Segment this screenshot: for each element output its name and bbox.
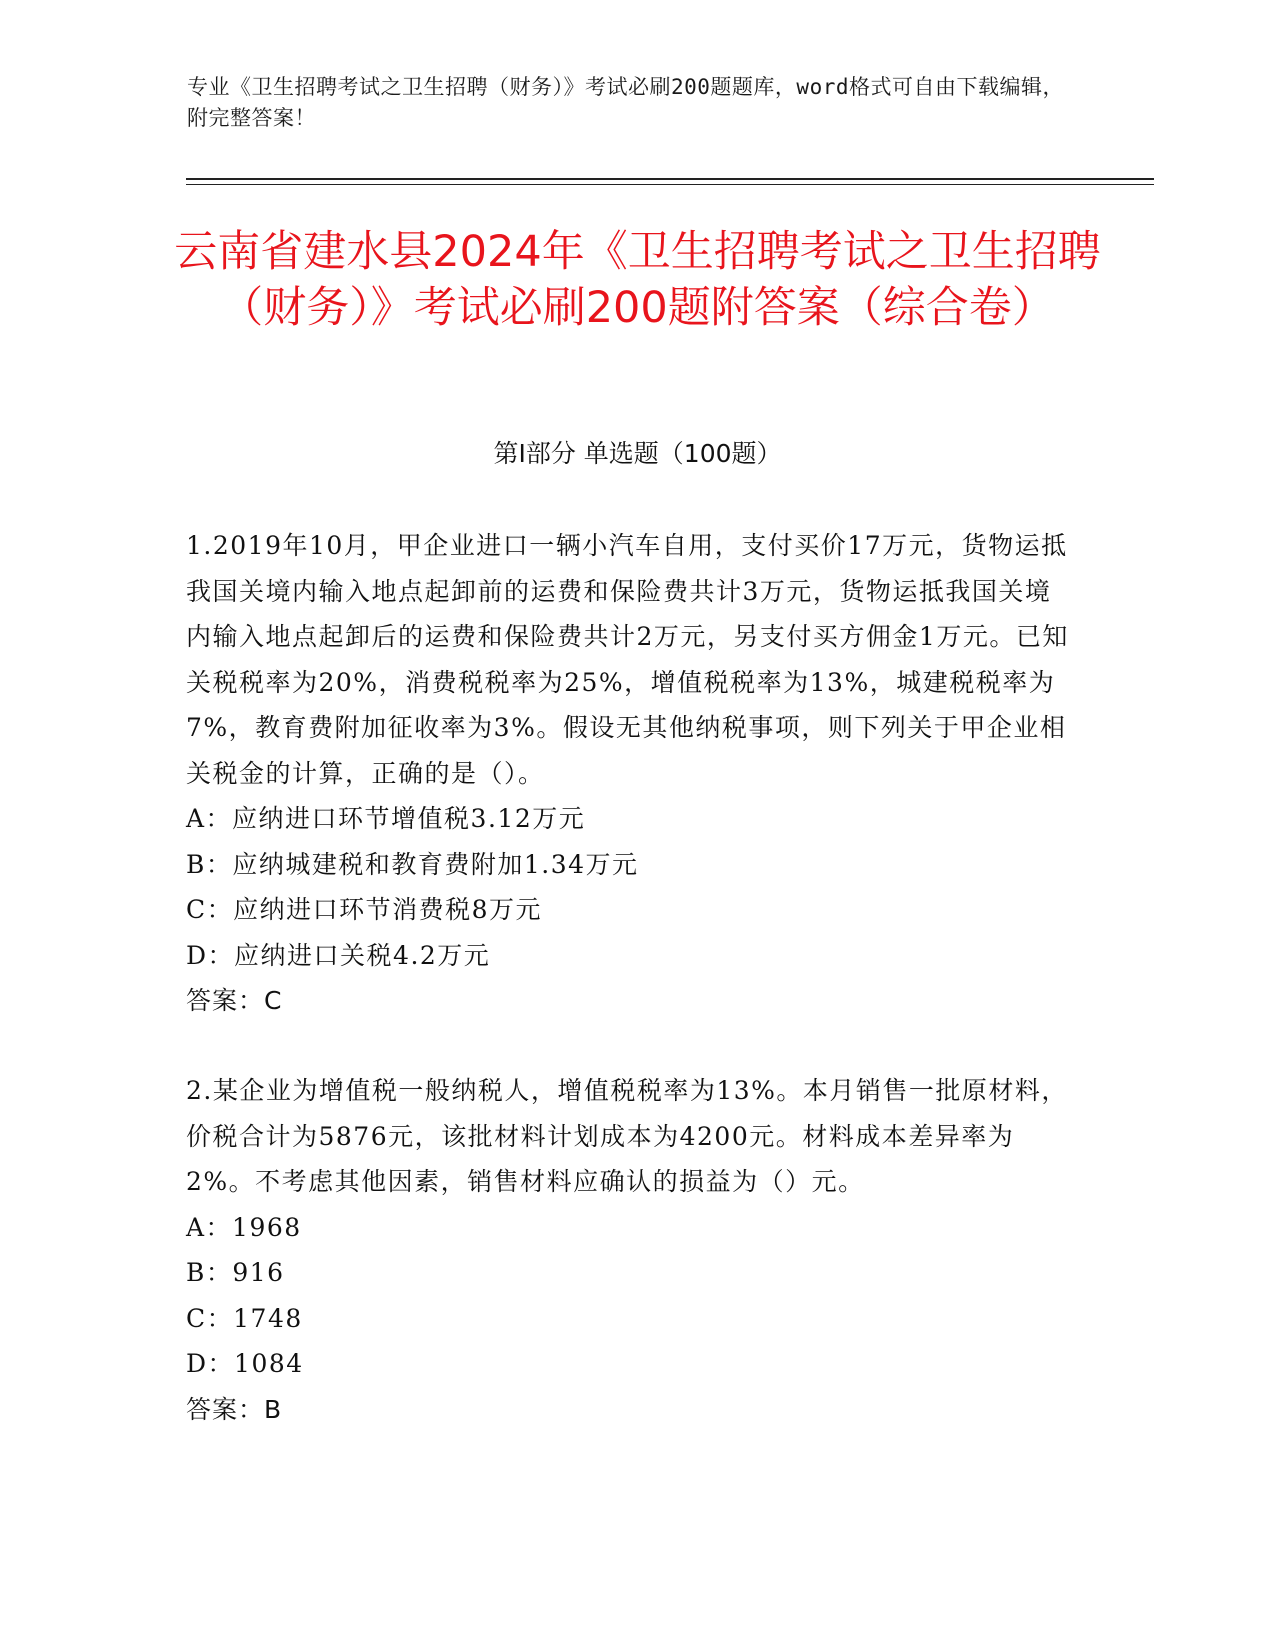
option-a: A：1968	[186, 1212, 302, 1242]
document-title: 云南省建水县2024年《卫生招聘考试之卫生招聘（财务）》考试必刷200题附答案（综合卷）	[174, 227, 1101, 333]
option-b: B：应纳城建税和教育费附加1.34万元	[186, 849, 639, 879]
option-c: C：应纳进口环节消费税8万元	[186, 895, 543, 924]
option-c: C：1748	[186, 1303, 303, 1333]
option-d: D：1084	[186, 1349, 304, 1378]
question-stem: 2.某企业为增值税一般纳税人，增值税税率为13%。本月销售一批原材料，价税合计为5876元，该批材料计划成本为4200元。材料成本差异率为2%。不考虑其他因素，销售材料应确认的损益为（）元。	[186, 1076, 1068, 1196]
option-d: D：应纳进口关税4.2万元	[186, 940, 491, 970]
option-b: B：916	[186, 1258, 285, 1287]
option-a: A：应纳进口环节增值税3.12万元	[186, 804, 586, 833]
question-1	[186, 523, 1076, 1024]
question-2	[186, 1068, 1076, 1432]
header-divider-thick	[186, 178, 1154, 180]
header-divider-thin	[186, 184, 1154, 185]
section-heading: 第I部分 单选题（100题）	[493, 439, 782, 468]
header-note: 专业《卫生招聘考试之卫生招聘（财务）》考试必刷200题题库，word格式可自由下载编辑，附完整答案！	[187, 75, 1064, 130]
answer-line: 答案：C	[186, 986, 283, 1015]
question-stem: 1.2019年10月，甲企业进口一辆小汽车自用，支付买价17万元，货物运抵我国关境内输入地点起卸前的运费和保险费共计3万元，货物运抵我国关境内输入地点起卸后的运费和保险费共计2万元，另支付买方佣金1万元。已知关税税率为20%，消费税税率为25%，增值税税率为13%，城建税税率为7%，教育费附加征收率为3%。假设无其他纳税事项，则下列关于甲企业相关税金的计算，正确的是（）。	[186, 531, 1069, 788]
answer-line: 答案：B	[186, 1394, 283, 1424]
